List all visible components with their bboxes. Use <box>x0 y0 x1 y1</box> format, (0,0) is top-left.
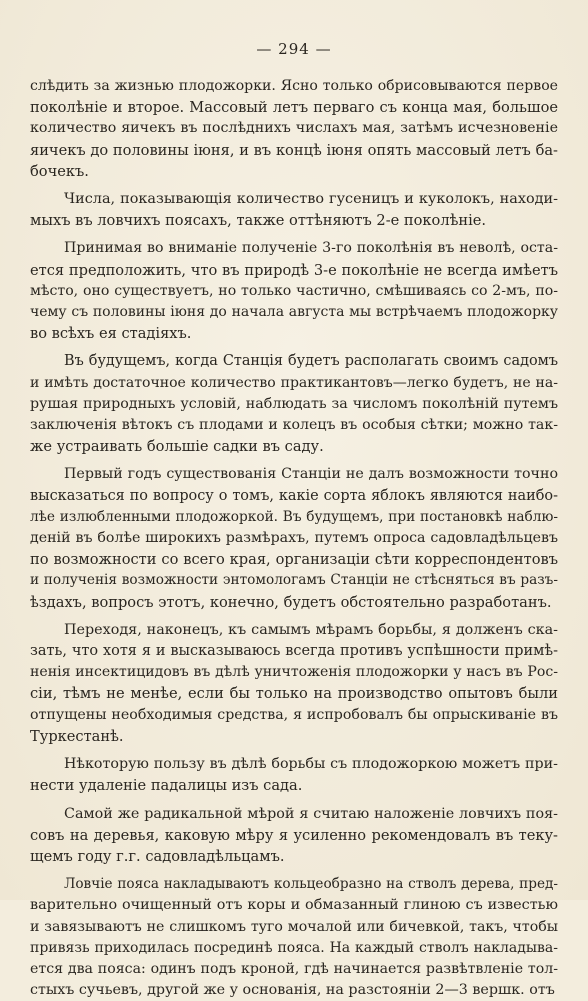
text-line: яичекъ до половины іюня, и въ концѣ іюня опять массовый летъ ба- <box>30 141 558 159</box>
text-line: Первый годъ существованія Станціи не далъ возможности точно <box>64 466 558 483</box>
text-line: Числа, показывающія количество гусеницъ и куколокъ, находи- <box>64 191 558 208</box>
text-line: и полученія возможности энтомологамъ Станціи не стѣсняться въ разъ- <box>30 572 558 589</box>
text-line: же устраивать большіе садки въ саду. <box>30 438 324 456</box>
page-number: — 294 — <box>256 40 332 58</box>
body-text <box>30 76 558 1001</box>
text-line: количество яичекъ въ послѣднихъ числахъ мая, затѣмъ исчезновеніе <box>30 120 558 137</box>
text-line: чему съ половины іюня до начала августа мы встрѣчаемъ плодожорку <box>30 304 558 321</box>
text-line: Ловчіе пояса накладываютъ кольцеобразно на стволъ дерева, пред- <box>64 876 558 893</box>
paragraph <box>30 464 558 612</box>
paragraph <box>30 189 558 231</box>
paragraph <box>30 238 558 344</box>
text-line: мѣсто, оно существуетъ, но только частично, смѣшиваясь со 2-мъ, по- <box>30 282 558 299</box>
paragraph <box>30 874 558 1001</box>
text-line: Въ будущемъ, когда Станція будетъ располагать своимъ садомъ <box>64 353 558 370</box>
text-line: бочекъ. <box>30 162 89 180</box>
text-line: и имѣть достаточное количество практикантовъ—легко будетъ, не на- <box>30 374 558 391</box>
text-line: привязь приходилась посрединѣ пояса. На каждый стволъ накладыва- <box>30 939 558 956</box>
text-line: зать, что хотя я и высказываюсь всегда противъ успѣшности примѣ- <box>30 643 558 660</box>
paragraph <box>30 754 558 796</box>
text-line: Принимая во вниманіе полученіе 3-го поколѣнія въ неволѣ, оста- <box>64 240 558 257</box>
text-line: высказаться по вопросу о томъ, какіе сорта яблокъ являются наибо- <box>30 487 558 504</box>
text-line: совъ на деревья, каковую мѣру я усиленно рекомендовалъ въ теку- <box>30 826 558 844</box>
paragraph <box>30 351 558 457</box>
text-line: мыхъ въ ловчихъ поясахъ, также оттѣняютъ 2-е поколѣніе. <box>30 212 487 230</box>
text-line: во всѣхъ ея стадіяхъ. <box>30 325 192 343</box>
text-line: ется предположить, что въ природѣ 3-е поколѣніе не всегда имѣетъ <box>30 261 558 279</box>
paragraph <box>30 76 558 182</box>
text-line: деній въ болѣе широкихъ размѣрахъ, путемъ опроса садовладѣльцевъ <box>30 530 558 547</box>
text-line: щемъ году г.г. садовладѣльцамъ. <box>30 847 285 865</box>
text-line: по возможности со всего края, организаціи сѣти корреспондентовъ <box>30 551 558 569</box>
text-line: ненія инсектицидовъ въ дѣлѣ уничтоженія плодожорки у насъ въ Рос- <box>30 664 558 681</box>
paragraph <box>30 620 558 747</box>
text-line: заключенія вѣтокъ съ плодами и колецъ въ особыя сѣтки; можно так- <box>30 417 558 434</box>
text-line: варительно очищенный отъ коры и обмазанный глиною съ известью <box>30 897 558 914</box>
paragraph <box>30 804 558 868</box>
text-line: Туркестанѣ. <box>30 727 124 745</box>
text-line: сіи, тѣмъ не менѣе, если бы только на производство опытовъ были <box>30 685 558 703</box>
text-line: рушая природныхъ условій, наблюдать за числомъ поколѣній путемъ <box>30 395 558 412</box>
text-line: нести удаленіе падалицы изъ сада. <box>30 777 303 795</box>
text-line: слѣдить за жизнью плодожорки. Ясно только обрисовываются первое <box>30 78 558 94</box>
text-line: Нѣкоторую пользу въ дѣлѣ борьбы съ плодожоркою можетъ при- <box>64 756 558 773</box>
text-line: отпущены необходимыя средства, я испробовалъ бы опрыскиваніе въ <box>30 706 558 723</box>
text-line: Переходя, наконецъ, къ самымъ мѣрамъ борьбы, я долженъ ска- <box>64 621 558 638</box>
text-line: стыхъ сучьевъ, другой же у основанія, на разстояніи 2—3 вершк. отъ <box>30 982 555 999</box>
text-line: лѣе излюбленными плодожоркой. Въ будущемъ, при постановкѣ наблю- <box>30 508 558 525</box>
text-line: ѣздахъ, вопросъ этотъ, конечно, будетъ обстоятельно разработанъ. <box>30 593 552 611</box>
text-line: Самой же радикальной мѣрой я считаю наложеніе ловчихъ поя- <box>64 805 558 822</box>
text-line: поколѣніе и второе. Массовый летъ перваго съ конца мая, большое <box>30 99 558 117</box>
text-line: ется два пояса: одинъ подъ кроной, гдѣ начинается развѣтвленіе тол- <box>30 960 558 977</box>
text-line: и завязываютъ не слишкомъ туго мочалой или бичевкой, такъ, чтобы <box>30 918 558 935</box>
